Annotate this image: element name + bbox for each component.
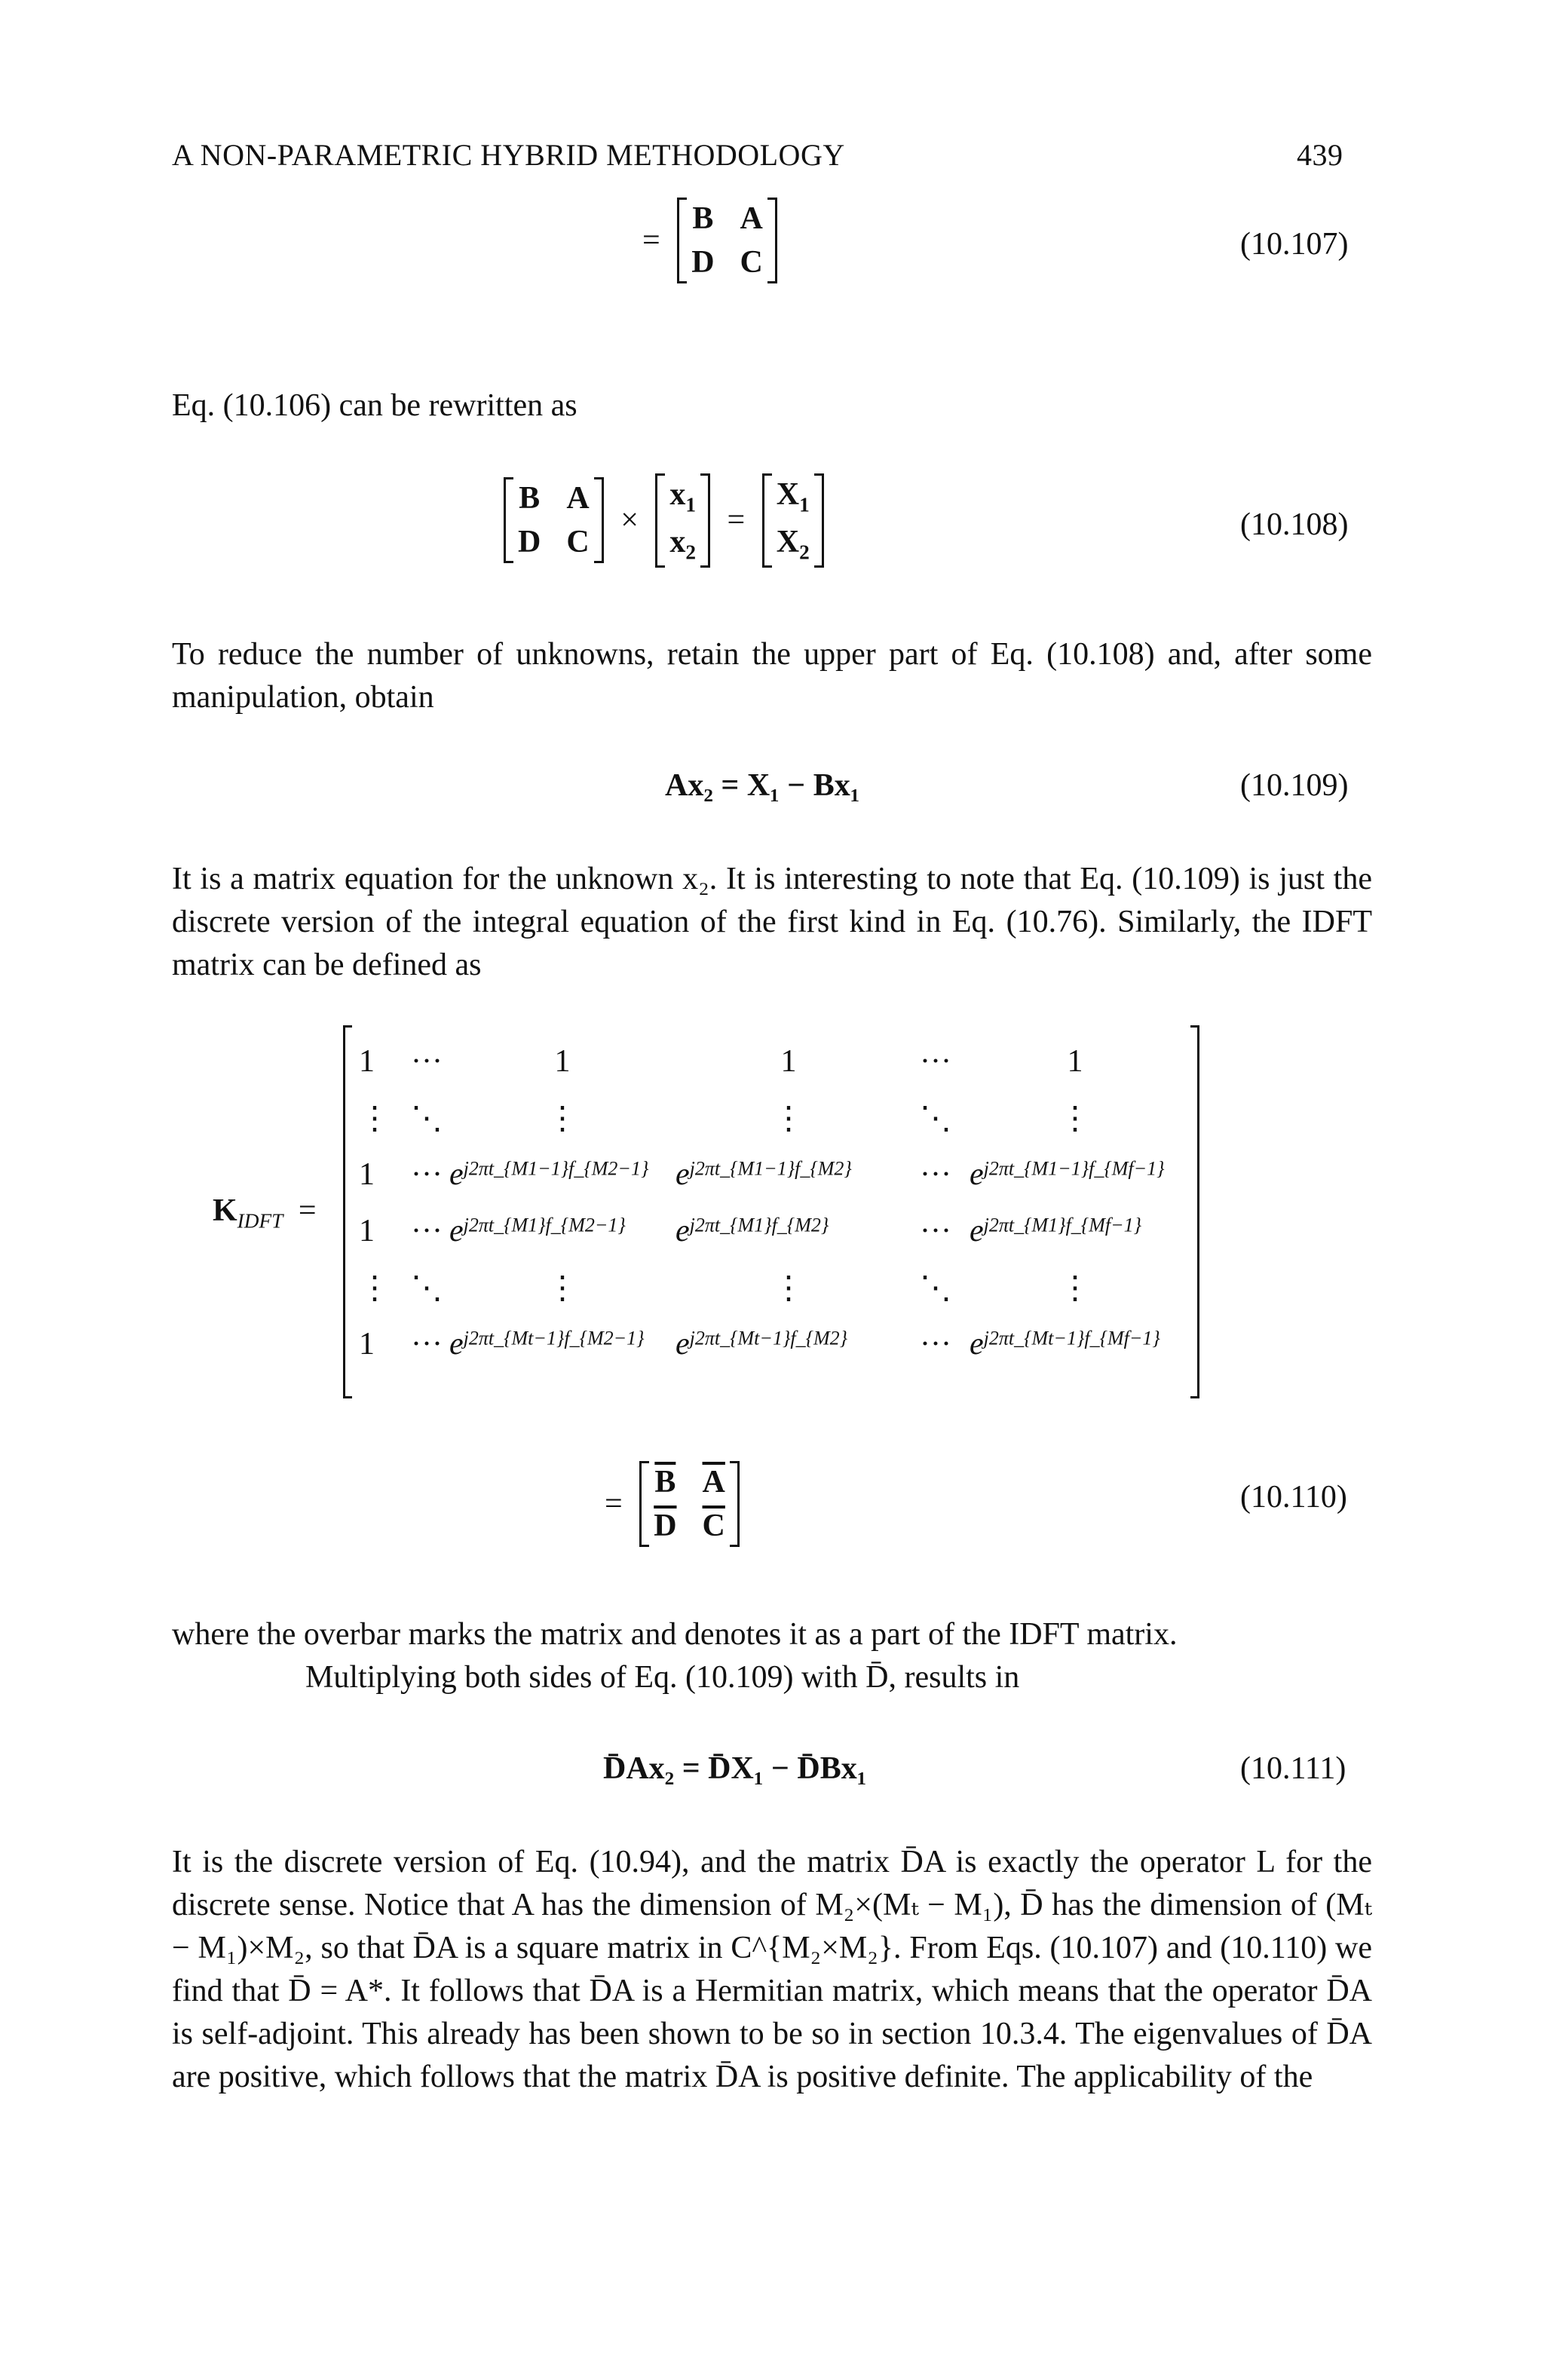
matrix-bacd (504, 477, 604, 563)
k-matrix-cell: 1 (1067, 1043, 1083, 1079)
k-matrix-cell: 1 (359, 1326, 375, 1362)
vector-cell: $x_2$ (669, 525, 697, 564)
k-matrix-cell: ··· (920, 1043, 951, 1079)
k-matrix-cell: ··· (411, 1156, 443, 1192)
k-matrix-cell: $e^{j2\pi t\_\{M1\}f\_\{Mf-1\}}$ (970, 1213, 1142, 1248)
matrix-cell: $\overline{C}$ (702, 1509, 725, 1543)
k-matrix-cell: ··· (411, 1326, 443, 1362)
times-sign: × (620, 503, 639, 538)
paragraph-5: Multiplying both sides of Eq. (10.109) with D̄, results in (305, 1660, 1020, 1695)
paragraph-1: Eq. (10.106) can be rewritten as (172, 388, 577, 423)
k-matrix-cell: ⋮ (1059, 1101, 1091, 1136)
k-matrix-cell: ⋱ (411, 1101, 443, 1136)
k-matrix-cell: $e^{j2\pi t\_\{Mt-1\}f\_\{M2-1\}}$ (449, 1326, 645, 1362)
k-matrix-cell: ⋮ (547, 1270, 578, 1306)
paragraph-3: It is a matrix equation for the unknown x₂. It is interesting to note that Eq. (10.109) is just the discrete version of the integral equation of the first kind in Eq. (10.76). Similarly, the IDFT matrix can be defined as (172, 862, 1372, 982)
equation-number-10-110: (10.110) (1240, 1480, 1347, 1515)
k-matrix-cell: ⋱ (411, 1270, 443, 1306)
k-matrix-cell: ⋮ (359, 1270, 391, 1306)
matrix-cell: $\overline{D}$ (654, 1509, 677, 1543)
matrix-cell: B (519, 481, 541, 516)
matrix-bacd (677, 198, 777, 283)
k-matrix-cell: $e^{j2\pi t\_\{M1\}f\_\{M2\}}$ (676, 1213, 829, 1248)
matrix-cell: D (518, 525, 541, 560)
k-matrix-cell: $e^{j2\pi t\_\{Mt-1\}f\_\{M2\}}$ (676, 1326, 848, 1362)
vector-X (762, 473, 824, 568)
equals-sign: = (642, 223, 660, 258)
paragraph-2: To reduce the number of unknowns, retain the upper part of Eq. (10.108) and, after some manipulation, obtain (172, 637, 1372, 715)
equation-number-10-108: (10.108) (1240, 507, 1349, 542)
equation-number-10-109: (10.109) (1240, 768, 1349, 803)
equation-10-107 (633, 198, 777, 283)
k-matrix-cell: ··· (920, 1326, 951, 1362)
k-matrix-cell: ··· (920, 1213, 951, 1248)
matrix-cell: $\overline{B}$ (654, 1465, 676, 1499)
equals-sign: = (727, 503, 746, 538)
matrix-cell: C (740, 245, 763, 280)
k-matrix-cell: ⋮ (1059, 1270, 1091, 1306)
k-matrix-cell: 1 (780, 1043, 797, 1079)
equation-10-108 (504, 473, 824, 568)
k-matrix-cell: 1 (359, 1156, 375, 1192)
paragraph-4: where the overbar marks the matrix and denotes it as a part of the IDFT matrix. (172, 1617, 1178, 1652)
k-matrix-cell: ··· (411, 1213, 443, 1248)
k-matrix-cell: ⋮ (547, 1101, 578, 1136)
k-matrix-cell: ⋱ (920, 1101, 951, 1136)
paragraph-6: It is the discrete version of Eq. (10.94), and the matrix D̄A is exactly the operator L for the discrete sense. Notice that A has the dimension of M₂×(Mₜ − M₁), D̄ has the dimension of (Mₜ − M₁)×M₂, so that D̄A is a square matrix in C^{M₂×M₂}. From Eqs. (10.107) and (10.110) we find that D̄ = A*. It follows that D̄A is a Hermitian matrix, which means that the operator D̄A is self-adjoint. This already has been shown to be so in section 10.3.4. The eigenvalues of D̄A are positive, which follows that the matrix D̄A is positive definite. The applicability of the (172, 1845, 1372, 2094)
k-matrix-cell: ⋮ (773, 1270, 804, 1306)
k-matrix-cell: $e^{j2\pi t\_\{M1-1\}f\_\{M2-1\}}$ (449, 1156, 649, 1192)
matrix-bar-bacd (639, 1461, 740, 1547)
equation-10-110 (596, 1461, 740, 1547)
k-matrix-cell: $e^{j2\pi t\_\{Mt-1\}f\_\{Mf-1\}}$ (970, 1326, 1160, 1362)
equation-10-109: Ax₂ = X₁ − Bx₁ (665, 768, 860, 803)
matrix-cell: $\overline{A}$ (702, 1465, 725, 1499)
matrix-cell: A (566, 481, 590, 516)
matrix-cell: B (692, 201, 714, 236)
equation-10-111: D̄Ax₂ = D̄X₁ − D̄Bx₁ (603, 1751, 867, 1786)
k-matrix-cell: ⋮ (773, 1101, 804, 1136)
equals-sign: = (605, 1487, 623, 1521)
matrix-cell: C (566, 525, 590, 560)
k-matrix-cell: ⋮ (359, 1101, 391, 1136)
k-matrix-cell: 1 (554, 1043, 571, 1079)
k-matrix-cell: 1 (359, 1213, 375, 1248)
k-matrix-cell: $e^{j2\pi t\_\{M1\}f\_\{M2-1\}}$ (449, 1213, 626, 1248)
k-matrix-cell: ⋱ (920, 1270, 951, 1306)
vector-x (655, 473, 710, 568)
k-matrix-cell: ··· (411, 1043, 443, 1079)
matrix-cell: A (740, 201, 763, 236)
k-matrix-cell: ··· (920, 1156, 951, 1192)
equation-number-10-107: (10.107) (1240, 227, 1349, 262)
equation-number-10-111: (10.111) (1240, 1751, 1346, 1786)
k-idft-matrix (343, 1025, 1199, 1398)
k-matrix-cell: $e^{j2\pi t\_\{M1-1\}f\_\{M2\}}$ (676, 1156, 852, 1192)
matrix-cell: D (691, 245, 715, 280)
running-header-title: A NON-PARAMETRIC HYBRID METHODOLOGY (172, 138, 845, 172)
k-idft-grid (359, 1033, 1181, 1372)
vector-cell: $X_1$ (776, 477, 810, 516)
k-matrix-cell: 1 (359, 1043, 375, 1079)
k-matrix-cell: $e^{j2\pi t\_\{M1-1\}f\_\{Mf-1\}}$ (970, 1156, 1165, 1192)
vector-cell: $x_1$ (669, 477, 697, 516)
k-idft-label: $K_{IDFT}$ = (213, 1193, 317, 1233)
vector-cell: $X_2$ (776, 525, 810, 564)
page-number: 439 (1297, 138, 1343, 172)
